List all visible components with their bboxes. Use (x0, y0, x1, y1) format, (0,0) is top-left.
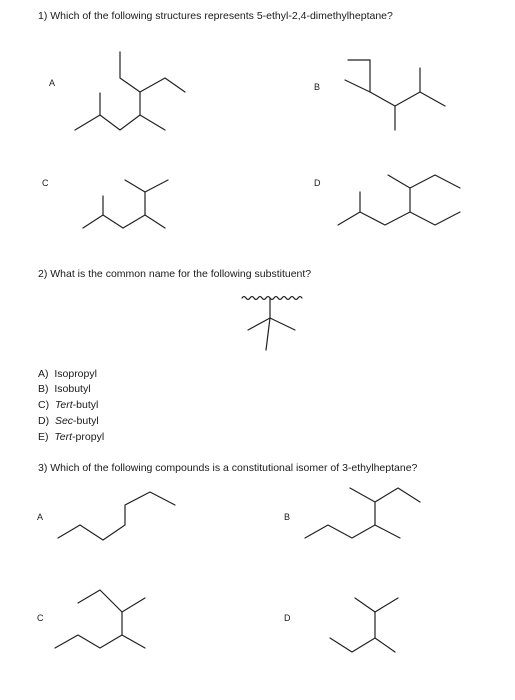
option-italic: Tert (54, 399, 73, 411)
q3-structure-d[interactable] (330, 598, 398, 652)
option-name: -butyl (72, 399, 99, 411)
option-letter: B) (38, 383, 49, 395)
option-italic: Tert (54, 431, 73, 443)
q1-label-a: A (49, 78, 56, 88)
option-italic: Sec (54, 415, 74, 427)
q3-label-d: D (284, 613, 291, 623)
q1-label-c: C (42, 178, 49, 188)
option-name: Isobutyl (54, 383, 91, 395)
q1-structure-c[interactable] (83, 180, 168, 228)
q1-structure-b[interactable] (345, 60, 445, 130)
question-3-text: 3) Which of the following compounds is a constitutional isomer of 3-ethylheptane? (38, 462, 418, 474)
q3-label-b: B (284, 512, 291, 522)
q1-label-b: B (314, 82, 321, 92)
q3-label-c: C (37, 613, 44, 623)
option-name: -butyl (73, 415, 99, 427)
q1-structure-a[interactable] (75, 52, 185, 130)
q1-structure-d[interactable] (338, 175, 460, 225)
q3-structure-a[interactable] (58, 492, 175, 540)
option-name: Isopropyl (54, 368, 97, 380)
q3-structure-b[interactable] (305, 488, 420, 538)
option-letter: E) (38, 431, 49, 443)
q2-substituent-structure (242, 297, 302, 351)
question-1-text: 1) Which of the following structures represents 5-ethyl-2,4-dimethylheptane? (38, 10, 393, 22)
q1-label-d: D (314, 178, 321, 188)
q3-structure-c[interactable] (55, 590, 145, 648)
q3-label-a: A (37, 512, 44, 522)
option-letter: A) (38, 368, 49, 380)
option-letter: C) (38, 399, 50, 411)
question-2-text: 2) What is the common name for the following substituent? (38, 268, 312, 280)
option-name: -propyl (72, 431, 105, 443)
option-letter: D) (38, 415, 50, 427)
